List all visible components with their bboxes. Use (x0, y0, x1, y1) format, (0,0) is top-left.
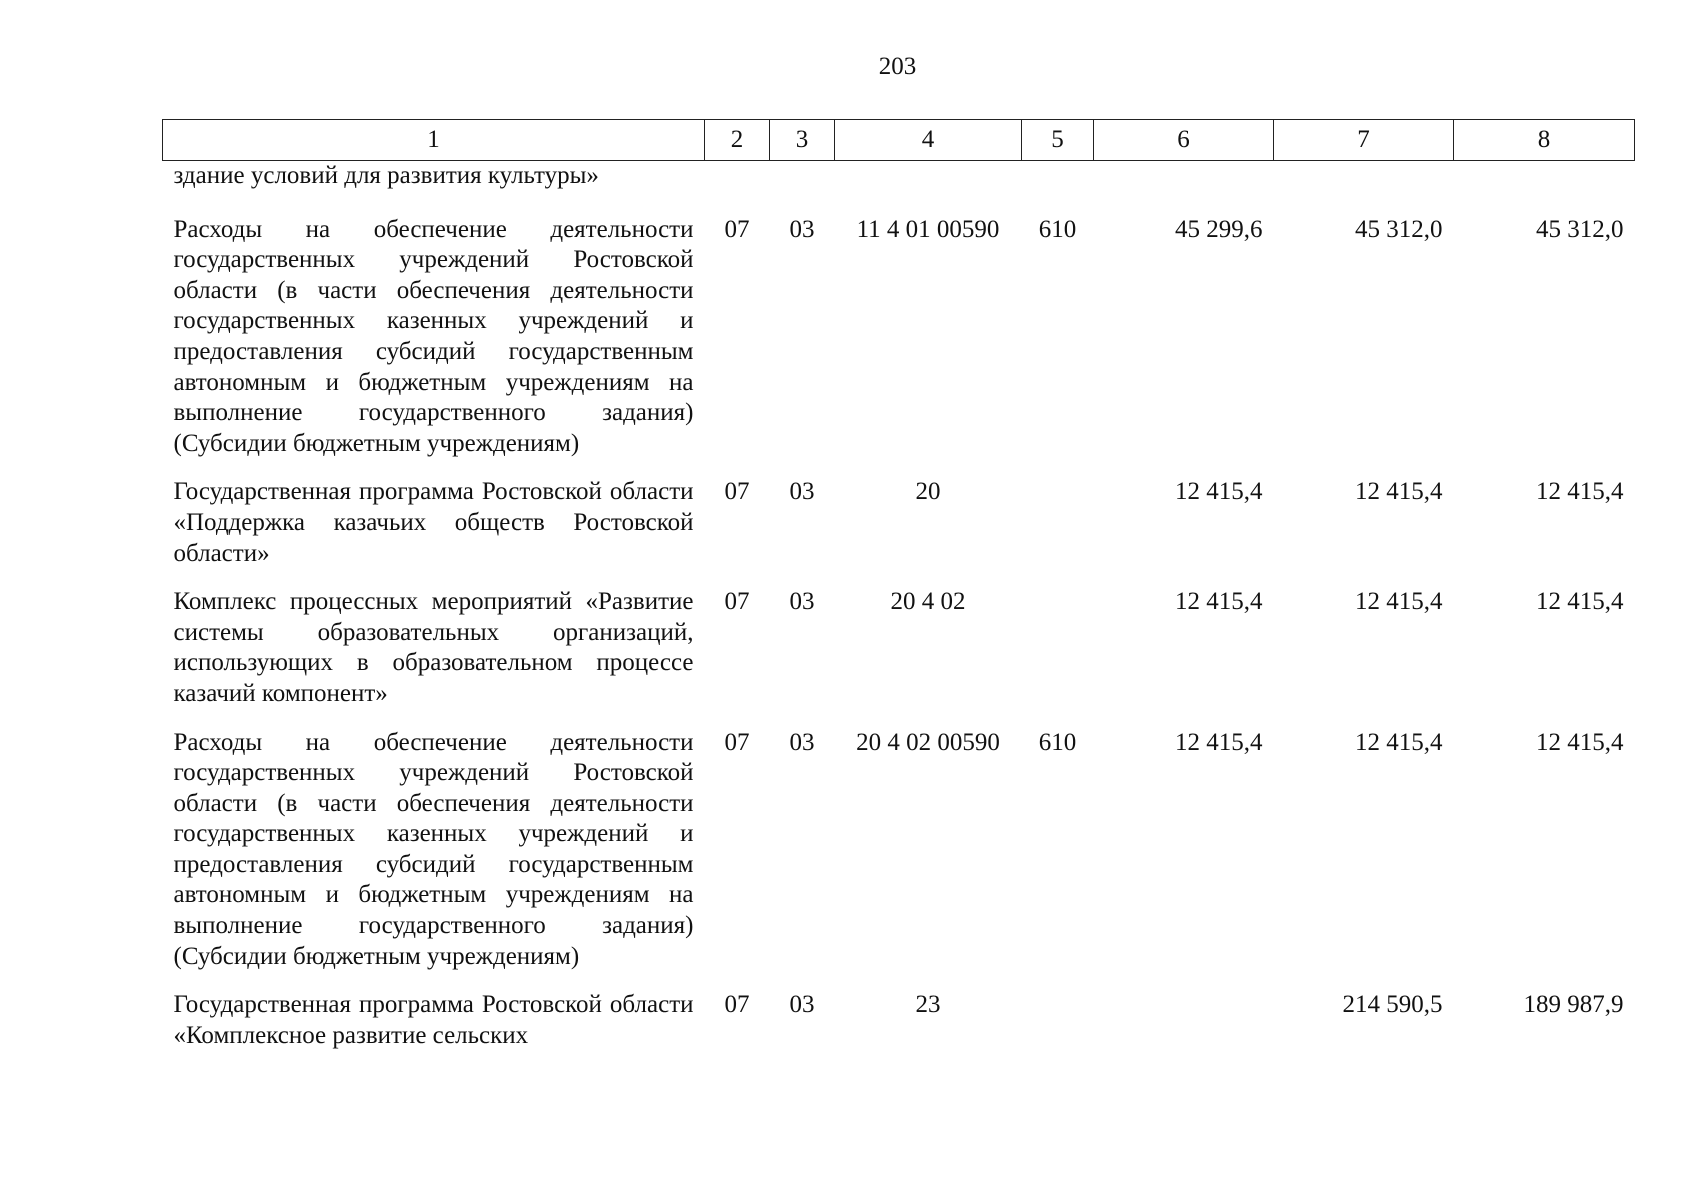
table-header-row (163, 120, 1635, 161)
row-target-code: 20 4 02 (890, 588, 966, 616)
column-header-1: 1 (163, 120, 705, 161)
row-amount-col6 (1094, 981, 1274, 1051)
budget-table (162, 119, 1635, 1051)
table-row (163, 981, 1635, 1051)
row-name: Комплекс процессных мероприятий «Развитие системы образовательных организаций, использующих в образовательном процессе казачий компонент» (173, 588, 694, 707)
row-amount-col6: 12 415,4 (1175, 588, 1263, 616)
column-header-2: 2 (705, 120, 770, 161)
row-section: 07 (724, 215, 750, 243)
column-header-6: 6 (1094, 120, 1274, 161)
row-amount-col8: 12 415,4 (1536, 588, 1624, 616)
row-name: Государственная программа Ростовской области «Комплексное развитие сельских (173, 991, 694, 1049)
column-header-3: 3 (770, 120, 835, 161)
row-amount-col6: 45 299,6 (1175, 215, 1263, 243)
row-expense-type (1022, 981, 1094, 1051)
page-number: 203 (878, 53, 917, 80)
row-amount-col7: 12 415,4 (1355, 478, 1443, 506)
row-target-code: 11 4 01 00590 (856, 215, 1000, 243)
table-row (163, 206, 1635, 469)
row-amount-col7: 12 415,4 (1355, 728, 1443, 756)
row-target-code: 23 (915, 991, 941, 1019)
table-row (163, 468, 1635, 578)
column-header-8: 8 (1454, 120, 1635, 161)
row-expense-type: 610 (1038, 215, 1077, 243)
row-amount-col7: 214 590,5 (1342, 991, 1443, 1019)
row-section: 07 (724, 478, 750, 506)
row-section: 07 (724, 991, 750, 1019)
row-subsection: 03 (789, 215, 815, 243)
row-expense-type: 610 (1038, 728, 1077, 756)
column-header-4: 4 (835, 120, 1022, 161)
row-amount-col8: 12 415,4 (1536, 728, 1624, 756)
row-subsection: 03 (789, 728, 815, 756)
row-section: 07 (724, 588, 750, 616)
row-expense-type (1022, 578, 1094, 718)
row-target-code: 20 4 02 00590 (856, 728, 1000, 756)
table-row (163, 719, 1635, 982)
row-subsection: 03 (789, 588, 815, 616)
row-subsection: 03 (789, 478, 815, 506)
row-amount-col6: 12 415,4 (1175, 478, 1263, 506)
table-row-continuation (163, 161, 1635, 206)
row-section: 07 (724, 728, 750, 756)
row-amount-col7: 12 415,4 (1355, 588, 1443, 616)
row-name: Расходы на обеспечение деятельности государственных учреждений Ростовской области (в части обеспечения деятельности государственных казенных учреждений и предоставления субсидий государственным автономным и бюджетным учреждениям на выполнение государственного задания) (Субсидии бюджетным учреждениям) (173, 728, 694, 970)
row-amount-col8: 189 987,9 (1523, 991, 1624, 1019)
row-name: Государственная программа Ростовской области «Поддержка казачьих обществ Ростовской области» (173, 478, 694, 567)
column-header-7: 7 (1274, 120, 1454, 161)
row-expense-type (1022, 468, 1094, 578)
row-amount-col7: 45 312,0 (1355, 215, 1443, 243)
row-amount-col8: 45 312,0 (1536, 215, 1624, 243)
row-subsection: 03 (789, 991, 815, 1019)
column-header-5: 5 (1022, 120, 1094, 161)
row-target-code: 20 (915, 478, 941, 506)
table-row (163, 578, 1635, 718)
row-name: Расходы на обеспечение деятельности государственных учреждений Ростовской области (в части обеспечения деятельности государственных казенных учреждений и предоставления субсидий государственным автономным и бюджетным учреждениям на выполнение государственного задания) (Субсидии бюджетным учреждениям) (173, 215, 694, 457)
row-amount-col6: 12 415,4 (1175, 728, 1263, 756)
continuation-text: здание условий для развития культуры» (173, 162, 599, 189)
row-amount-col8: 12 415,4 (1536, 478, 1624, 506)
